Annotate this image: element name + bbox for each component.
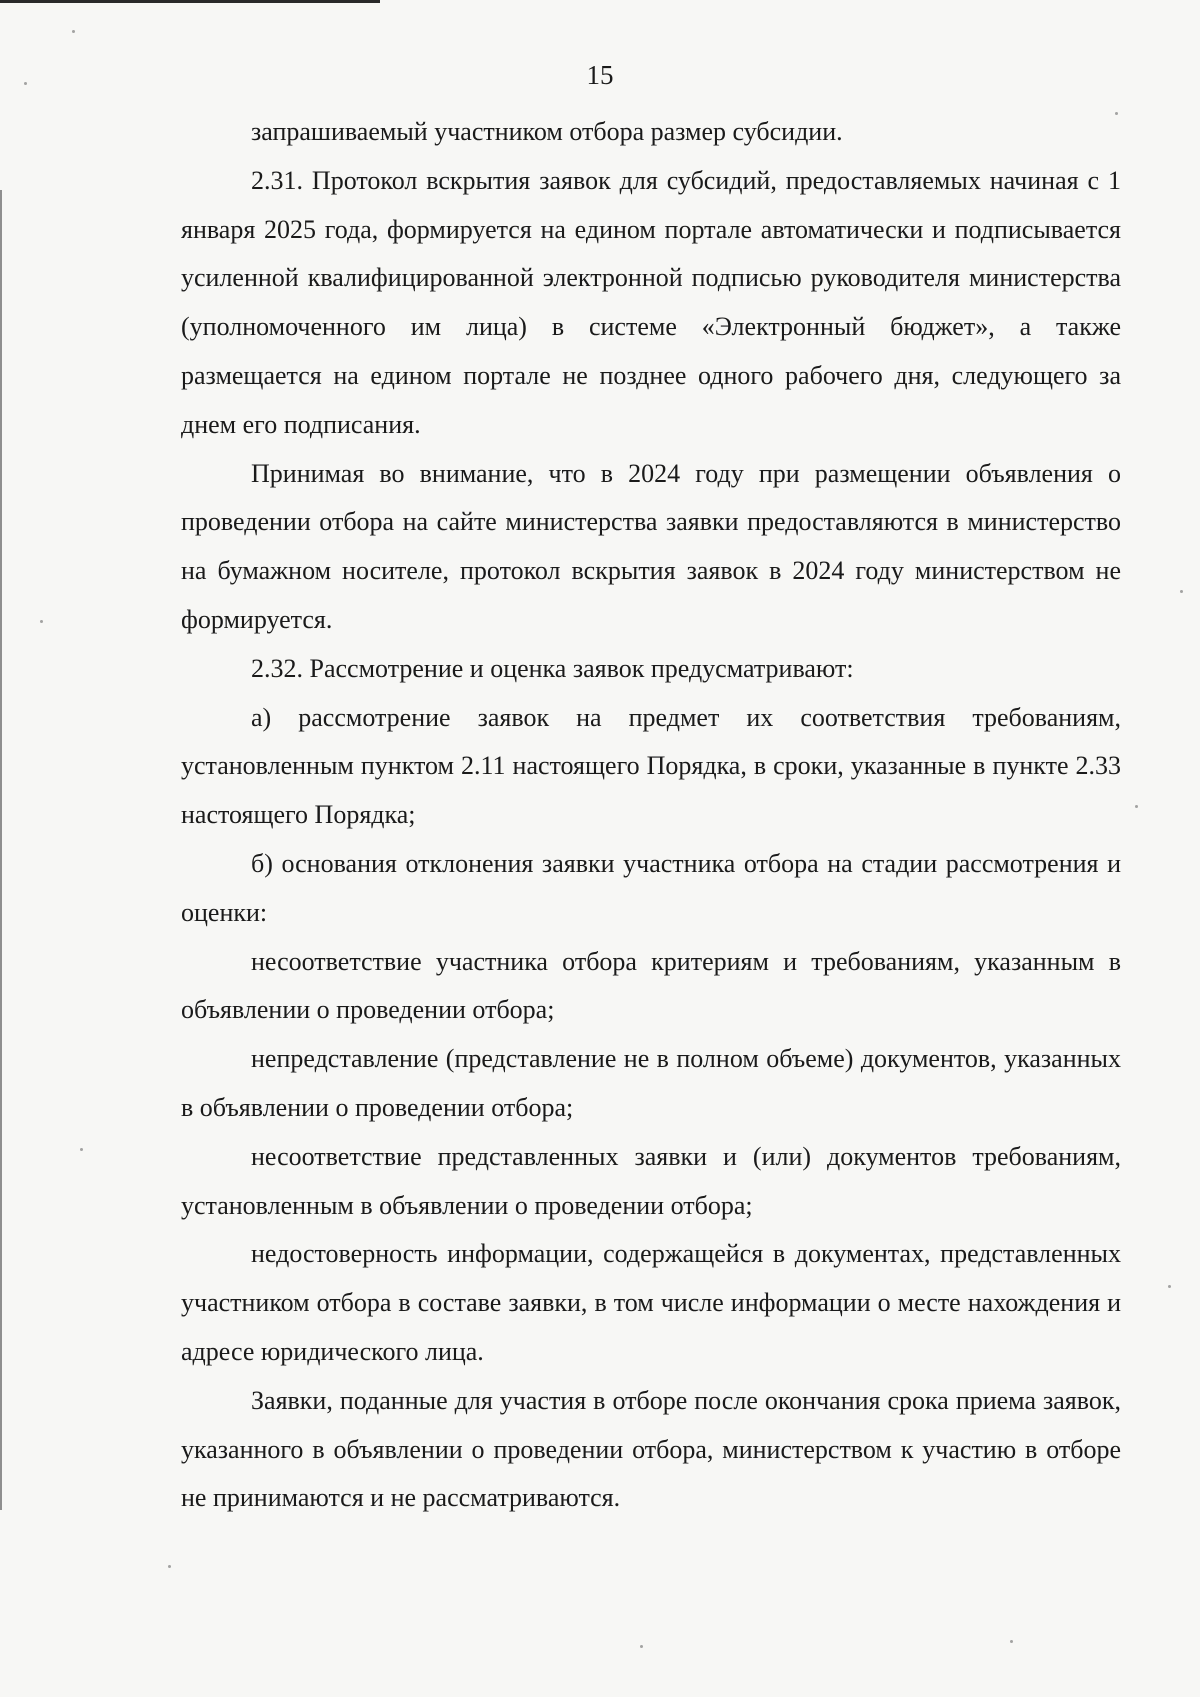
document-body bbox=[181, 108, 1121, 1523]
scan-speck bbox=[1010, 1640, 1013, 1643]
scan-speck bbox=[72, 30, 75, 33]
scan-speck bbox=[40, 620, 43, 623]
paragraph-continuation: запрашиваемый участником отбора размер субсидии. bbox=[251, 117, 843, 146]
scan-speck bbox=[1115, 112, 1118, 115]
left-scan-edge bbox=[0, 190, 2, 1510]
paragraph-reason-4: недостоверность информации, содержащейся в документах, представленных участником отбора в составе заявки, в том числе информации о месте нахождения и адресе юридического лица. bbox=[181, 1239, 1121, 1366]
paragraph-reason-3: несоответствие представленных заявки и (или) документов требованиям, установленным в объявлении о проведении отбора; bbox=[181, 1141, 1121, 1220]
paragraph-2-32: 2.32. Рассмотрение и оценка заявок предусматривают: bbox=[251, 653, 854, 683]
scan-speck bbox=[168, 1565, 171, 1568]
scan-speck bbox=[1168, 1285, 1171, 1288]
top-scan-edge bbox=[0, 0, 380, 3]
scan-speck bbox=[640, 1645, 643, 1648]
scan-speck bbox=[1135, 805, 1138, 808]
paragraph-reason-2: непредставление (представление не в полном объеме) документов, указанных в объявлении о проведении отбора; bbox=[181, 1044, 1121, 1122]
page-number: 15 bbox=[586, 60, 614, 90]
paragraph-2-31: 2.31. Протокол вскрытия заявок для субсидий, предоставляемых начиная с 1 января 2025 года, формируется на едином портале автоматически и подписывается усиленной квалифицированной электронной подписью руководителя министерства (уполномоченного им лица) в системе «Электронный бюджет», а также размещается на едином портале не позднее одного рабочего дня, следующего за днем его подписания. bbox=[181, 165, 1121, 439]
paragraph-2024-note: Принимая во внимание, что в 2024 году при размещении объявления о проведении отбора на сайте министерства заявки предоставляются в министерство на бумажном носителе, протокол вскрытия заявок в 2024 году министерством не формируется. bbox=[181, 458, 1121, 634]
paragraph-reason-1: несоответствие участника отбора критериям и требованиям, указанным в объявлении о проведении отбора; bbox=[181, 946, 1121, 1025]
paragraph-item-a: а) рассмотрение заявок на предмет их соответствия требованиям, установленным пунктом 2.11 настоящего Порядка, в сроки, указанные в пункте 2.33 настоящего Порядка; bbox=[181, 702, 1121, 830]
paragraph-item-b: б) основания отклонения заявки участника отбора на стадии рассмотрения и оценки: bbox=[181, 848, 1121, 927]
scan-speck bbox=[24, 82, 27, 85]
scan-speck bbox=[1180, 590, 1183, 593]
paragraph-late-applications: Заявки, поданные для участия в отборе после окончания срока приема заявок, указанного в объявлении о проведении отбора, министерством к участию в отборе не принимаются и не рассматриваются. bbox=[181, 1385, 1121, 1513]
scan-speck bbox=[80, 1148, 83, 1151]
